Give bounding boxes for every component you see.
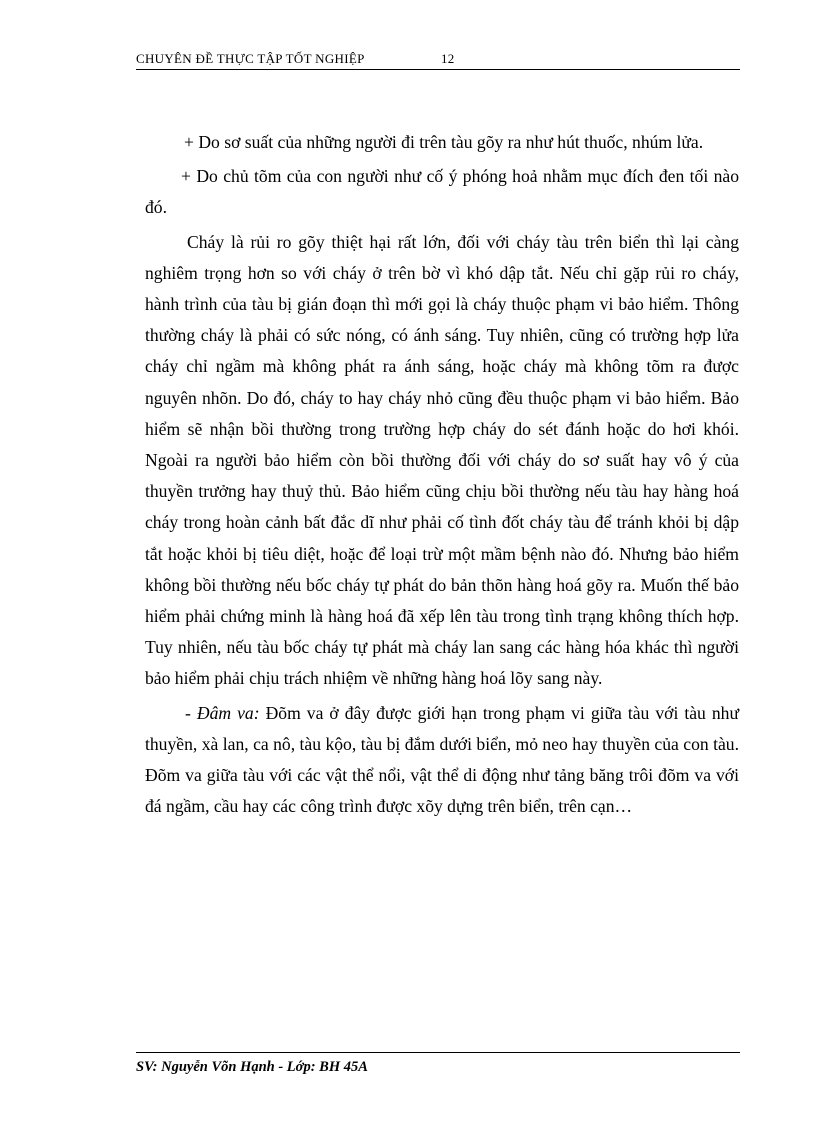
paragraph-collision (145, 698, 739, 823)
page-footer (136, 1052, 740, 1076)
student-info: SV: Nguyễn Võn Hạnh - Lớp: BH 45A (136, 1059, 368, 1075)
paragraph-fire-risk: Cháy là rủi ro gõy thiệt hại rất lớn, đối với cháy tàu trên biển thì lại càng nghiêm trọng hơn so với cháy ở trên bờ vì khó dập tắt. Nếu chỉ gặp rủi ro cháy, hành trình của tàu bị gián đoạn thì mới gọi là cháy thuộc phạm vi bảo hiểm. Thông thường cháy là phải có sức nóng, có ánh sáng. Tuy nhiên, cũng có trường hợp lửa cháy chỉ ngầm mà không phát ra ánh sáng, hoặc cháy mà không tõm ra được nguyên nhõn. Do đó, cháy to hay cháy nhỏ cũng đều thuộc phạm vi bảo hiểm. Bảo hiểm sẽ nhận bồi thường trong trường hợp cháy do sét đánh hoặc do hơi khói. Ngoài ra người bảo hiểm còn bồi thường đối với cháy do sơ suất hay vô ý của thuyền trưởng hay thuỷ thủ. Bảo hiểm cũng chịu bồi thường nếu tàu hay hàng hoá cháy trong hoàn cảnh bất đắc dĩ như phải cố tình đốt cháy tàu để tránh khỏi bị dập tắt hoặc khỏi bị tiêu diệt, hoặc để loại trừ một mầm bệnh nào đó. Nhưng bảo hiểm không bồi thường nếu bốc cháy tự phát do bản thõn hàng hoá gõy ra. Muốn thế bảo hiểm phải chứng minh là hàng hoá đã xếp lên tàu trong tình trạng không thích hợp. Tuy nhiên, nếu tàu bốc cháy tự phát mà cháy lan sang các hàng hóa khác thì người bảo hiểm phải chịu trách nhiệm về những hàng hoá lõy sang này. (145, 231, 739, 689)
paragraph-intentional-fire: + Do chủ tõm của con người như cố ý phóng hoả nhằm mục đích đen tối nào đó. (145, 166, 739, 218)
page-number: 12 (441, 51, 455, 66)
document-body (145, 127, 739, 822)
collision-text: Đõm va ở đây được giới hạn trong phạm vi giữa tàu với tàu như thuyền, xà lan, ca nô, tàu kộo, tàu bị đắm dưới biển, mỏ neo hay thuyền của con tàu. Đõm va giữa tàu với các vật thể nổi, vật thể di động như tảng băng trôi đõm va với đá ngầm, cầu hay các công trình được xõy dựng trên biển, trên cạn… (145, 702, 739, 817)
document-title: CHUYÊN ĐỀ THỰC TẬP TỐT NGHIỆP (136, 51, 365, 66)
page-header (136, 50, 740, 70)
collision-heading: - Đâm va: (185, 702, 260, 723)
paragraph-careless-fire: + Do sơ suất của những người đi trên tàu gõy ra như hút thuốc, nhúm lửa. (184, 132, 704, 152)
